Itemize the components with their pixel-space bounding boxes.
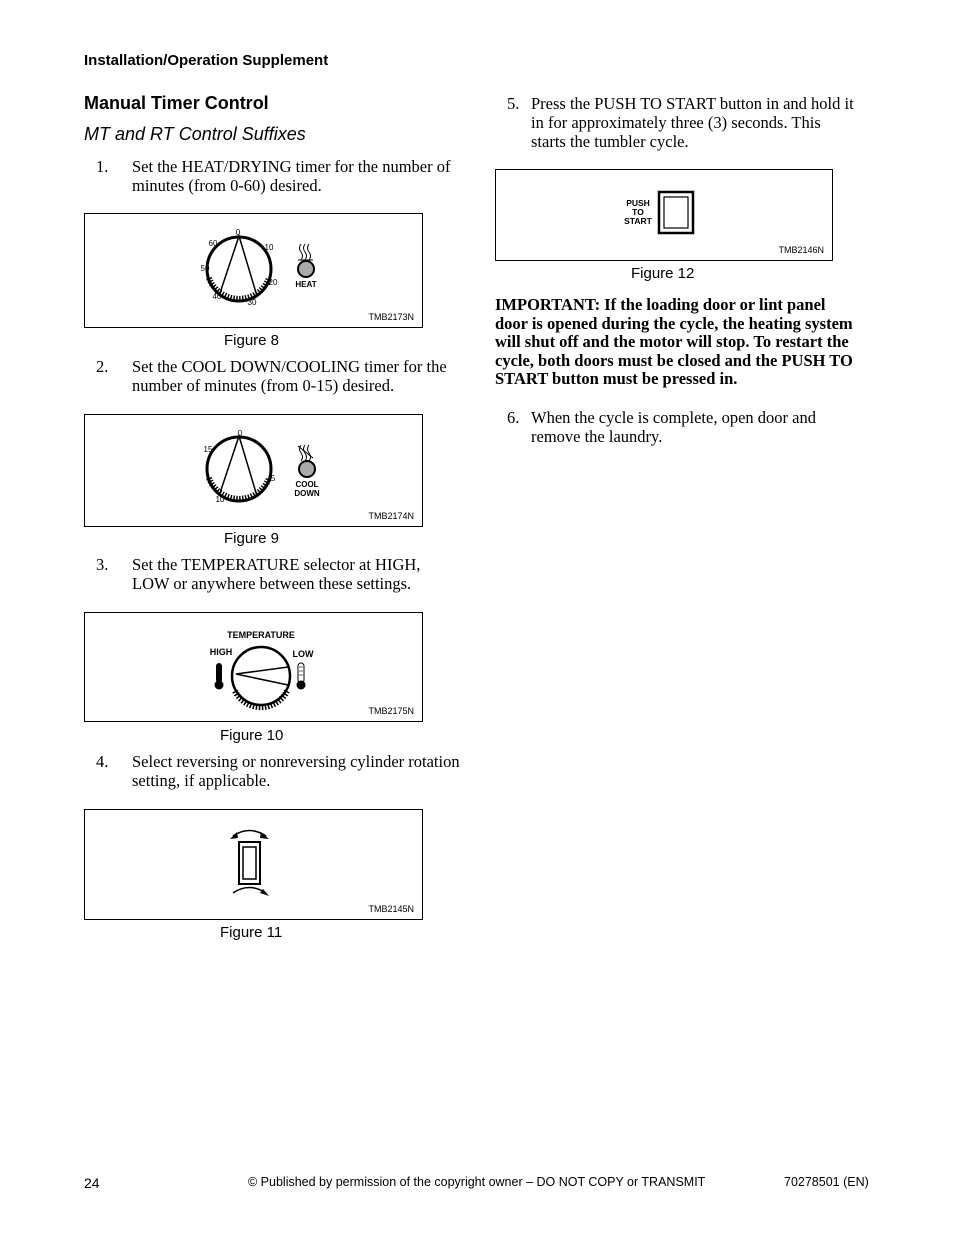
- step-4: [96, 752, 476, 792]
- dial-label: 50: [200, 264, 210, 273]
- indicator-label: DOWN: [294, 489, 320, 498]
- dial-label: 40: [212, 292, 222, 301]
- dial-label: 0: [235, 228, 241, 237]
- low-label: LOW: [292, 649, 314, 659]
- rotation-arrow-top-icon: [230, 831, 269, 840]
- step-number: 2.: [96, 357, 109, 376]
- important-line: will shut off and the motor will stop. To restart the: [495, 332, 849, 351]
- cool-down-icon: [298, 445, 313, 461]
- figure-12-box: [495, 169, 833, 261]
- dial-label: 30: [247, 298, 257, 307]
- figure-12-caption: Figure 12: [631, 265, 695, 282]
- section-title: Manual Timer Control: [84, 93, 269, 113]
- heat-icon: [298, 244, 313, 260]
- figure-code: TMB2173N: [368, 312, 414, 322]
- dial-label: 5: [270, 474, 276, 483]
- rotation-arrow-bottom-icon: [233, 888, 269, 897]
- step-5: [507, 94, 887, 154]
- figure-code: TMB2146N: [778, 245, 824, 255]
- section-subtitle: MT and RT Control Suffixes: [84, 124, 306, 144]
- step-3: [96, 555, 466, 595]
- temperature-selector-illustration: [85, 613, 422, 721]
- step-text-line: Set the COOL DOWN/COOLING timer for the: [132, 357, 447, 376]
- figure-8-caption: Figure 8: [224, 332, 280, 349]
- dial-label: 10: [264, 243, 274, 252]
- reversing-switch-icon: [239, 842, 260, 884]
- push-label: PUSH: [626, 198, 650, 208]
- push-to-start-button-icon: [659, 192, 693, 233]
- step-number: 1.: [96, 157, 109, 176]
- dial-label: 20: [268, 278, 278, 287]
- low-thermometer-icon: [297, 663, 306, 690]
- page-number: 24: [84, 1175, 100, 1191]
- document-number: 70278501 (EN): [784, 1175, 869, 1189]
- cool-down-timer-dial-illustration: [85, 415, 422, 526]
- step-text-line: starts the tumbler cycle.: [531, 132, 689, 151]
- important-line: cycle, both doors must be closed and the PUSH TO: [495, 350, 853, 370]
- step-text-line: minutes (from 0-60) desired.: [132, 176, 322, 195]
- step-text-line: number of minutes (from 0-15) desired.: [132, 376, 395, 395]
- figure-code: TMB2145N: [368, 904, 414, 914]
- copyright-notice: © Published by permission of the copyright owner – DO NOT COPY or TRANSMIT: [248, 1175, 706, 1189]
- indicator-label: COOL: [295, 480, 319, 489]
- dial-label: 0: [237, 429, 243, 438]
- step-number: 4.: [96, 752, 109, 771]
- running-header: Installation/Operation Supplement: [84, 52, 329, 69]
- high-thermometer-icon: [215, 663, 224, 690]
- step-text-line: Set the HEAT/DRYING timer for the number of: [132, 157, 451, 176]
- high-label: HIGH: [209, 647, 233, 657]
- step-text-line: Set the TEMPERATURE selector at HIGH,: [132, 555, 421, 574]
- indicator-label: HEAT: [295, 280, 317, 289]
- temperature-label: TEMPERATURE: [227, 630, 295, 640]
- dial-label: 15: [203, 445, 213, 454]
- cool-down-indicator-light: [299, 461, 315, 477]
- step-6: [507, 408, 887, 448]
- figure-10-caption: Figure 10: [220, 727, 284, 744]
- figure-9-caption: Figure 9: [224, 530, 280, 547]
- important-line: START button must be pressed in.: [495, 369, 738, 388]
- step-1: [96, 157, 466, 197]
- step-text-line: remove the laundry.: [531, 427, 663, 446]
- figure-8-box: [84, 213, 423, 328]
- figure-11-box: [84, 809, 423, 920]
- important-line: IMPORTANT: If the loading door or lint panel: [495, 295, 826, 314]
- step-text-line: Press the PUSH TO START button in and hold it: [531, 94, 854, 113]
- dial-label: 60: [208, 239, 218, 248]
- step-text-line: When the cycle is complete, open door and: [531, 408, 816, 427]
- step-text-line: in for approximately three (3) seconds. This: [531, 113, 821, 132]
- heat-indicator-light: [298, 261, 314, 277]
- to-label: TO: [632, 207, 644, 217]
- figure-10-box: [84, 612, 423, 722]
- step-number: 6.: [507, 408, 520, 427]
- figure-code: TMB2174N: [368, 511, 414, 521]
- figure-code: TMB2175N: [368, 706, 414, 716]
- step-number: 3.: [96, 555, 109, 574]
- figure-9-box: [84, 414, 423, 527]
- step-text-line: setting, if applicable.: [132, 771, 271, 790]
- heat-timer-dial-illustration: [85, 214, 422, 327]
- step-text-line: Select reversing or nonreversing cylinder rotation: [132, 752, 460, 771]
- important-line: door is opened during the cycle, the heating system: [495, 313, 853, 333]
- dial-label: 10: [215, 495, 225, 504]
- rotation-switch-illustration: [85, 810, 422, 919]
- step-text-line: LOW or anywhere between these settings.: [132, 574, 412, 593]
- step-number: 5.: [507, 94, 520, 113]
- important-notice: [495, 296, 875, 389]
- step-2: [96, 357, 466, 397]
- start-label: START: [624, 216, 652, 226]
- figure-11-caption: Figure 11: [220, 924, 283, 941]
